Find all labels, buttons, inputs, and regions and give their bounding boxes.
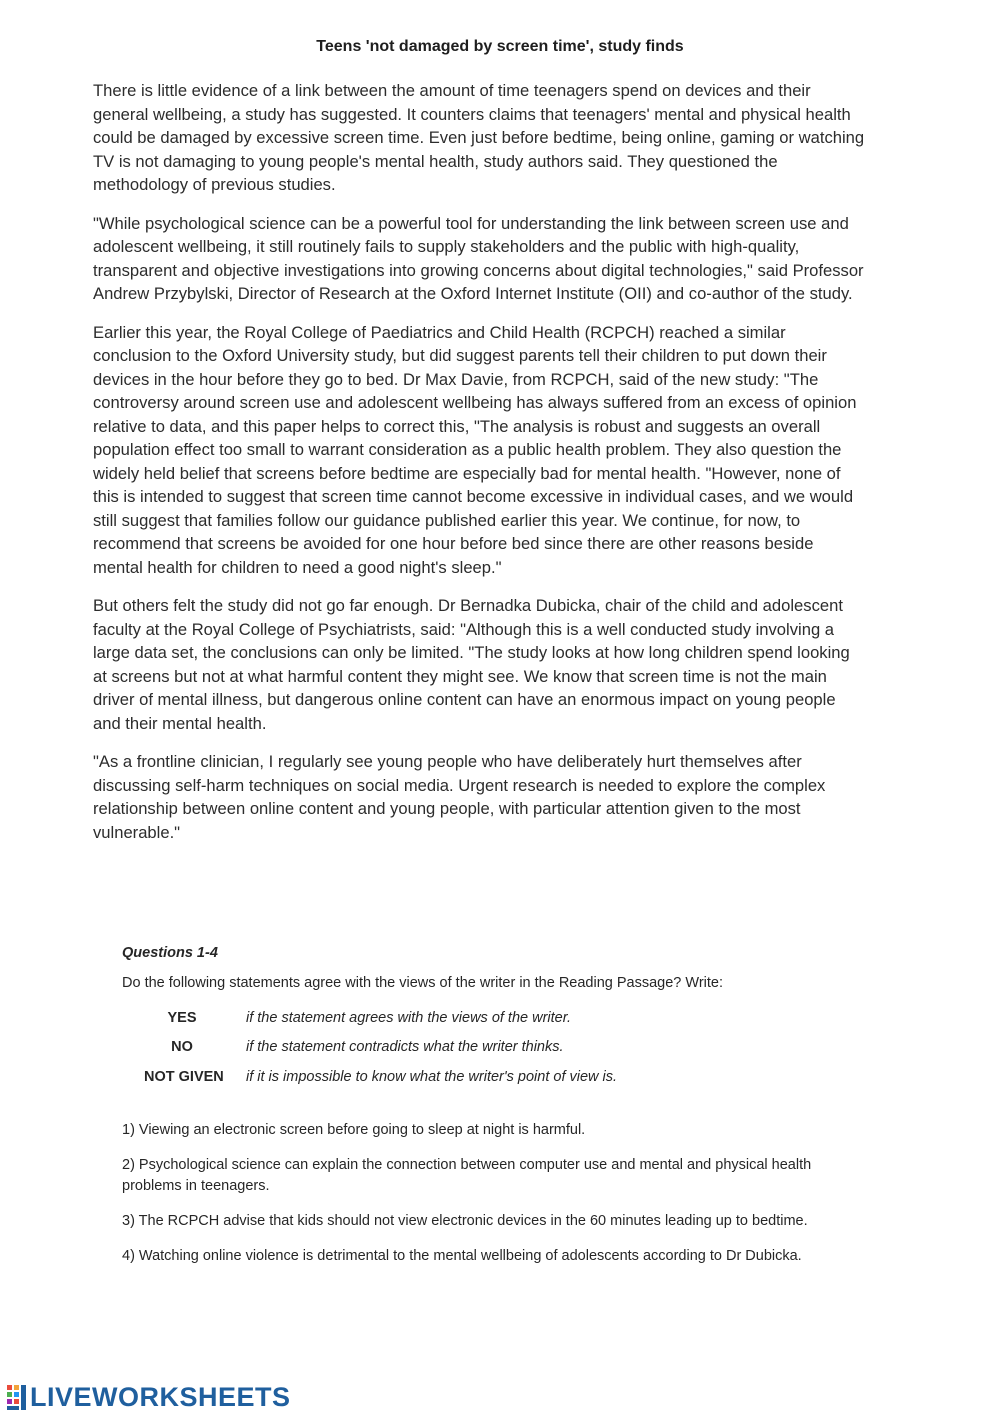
answer-key-row <box>122 1033 617 1063</box>
reading-passage <box>93 79 865 859</box>
questions-section <box>122 945 842 1281</box>
passage-paragraph-2: "While psychological science can be a powerful tool for understanding the link between screen use and adolescent wellbeing, it still routinely fails to supply stakeholders and the public with high-quality, transparent and objective investigations into growing concerns about digital technologies," said Professor Andrew Przybylski, Director of Research at the Oxford Internet Institute (OII) and co-author of the study. <box>93 213 864 303</box>
answer-key-row <box>122 1003 617 1033</box>
answer-key-table <box>122 1003 617 1092</box>
article-title: Teens 'not damaged by screen time', study finds <box>316 38 684 55</box>
answer-description-not-given: if it is impossible to know what the writer's point of view is. <box>246 1068 618 1085</box>
answer-code-no: NO <box>171 1039 193 1056</box>
questions-instruction: Do the following statements agree with the views of the writer in the Reading Passage? Write: <box>122 975 723 991</box>
statement-4: 4) Watching online violence is detrimental to the mental wellbeing of adolescents according to Dr Dubicka. <box>122 1247 802 1264</box>
answer-code-yes: YES <box>167 1009 197 1026</box>
statement-2: 2) Psychological science can explain the connection between computer use and mental and physical health problems in teenagers. <box>122 1156 812 1194</box>
answer-key-row <box>122 1062 617 1092</box>
answer-description-yes: if the statement agrees with the views of the writer. <box>246 1009 572 1026</box>
liveworksheets-logo-text: LIVEWORKSHEETS <box>30 1381 291 1412</box>
passage-paragraph-4: But others felt the study did not go far enough. Dr Bernadka Dubicka, chair of the child and adolescent faculty at the Royal College of Psychiatrists, said: "Although this is a well conducted study involving a large data set, the conclusions can only be limited. "The study looks at how long children spend looking at screens but not at what harmful content they might see. We know that screen time is not the main driver of mental illness, but dangerous online content can have an enormous impact on young people and their mental health. <box>93 596 850 733</box>
passage-paragraph-3: Earlier this year, the Royal College of Paediatrics and Child Health (RCPCH) reached a similar conclusion to the Oxford University study, but did suggest parents tell their children to put down their devices in the hour before they go to bed. Dr Max Davie, from RCPCH, said of the new study: "The controversy around screen use and adolescent wellbeing has always suffered from an excess of opinion relative to data, and this paper helps to correct this, "The analysis is robust and suggests an overall population effect too small to warrant consideration as a public health problem. They also question the widely held belief that screens before bedtime are especially bad for mental health. "However, none of this is intended to suggest that screen time cannot become excessive in individual cases, and we would still suggest that families follow our guidance published earlier this year. We continue, for now, to recommend that screens be avoided for one hour before bed since there are other reasons beside mental health for children to need a good night's sleep." <box>93 322 857 577</box>
answer-code-not-given: NOT GIVEN <box>144 1068 224 1085</box>
liveworksheets-logo-icon <box>6 1383 28 1411</box>
statement-3: 3) The RCPCH advise that kids should not view electronic devices in the 60 minutes leading up to bedtime. <box>122 1212 808 1229</box>
liveworksheets-brand[interactable] <box>6 1380 291 1413</box>
passage-paragraph-1: There is little evidence of a link between the amount of time teenagers spend on devices and their general wellbeing, a study has suggested. It counters claims that teenagers' mental and physical health could be damaged by excessive screen time. Even just before bedtime, being online, gaming or watching TV is not damaging to young people's mental health, study authors said. They questioned the methodology of previous studies. <box>93 81 865 194</box>
questions-heading: Questions 1-4 <box>122 945 218 961</box>
statement-list <box>122 1120 842 1267</box>
statement-1: 1) Viewing an electronic screen before going to sleep at night is harmful. <box>122 1121 586 1138</box>
answer-description-no: if the statement contradicts what the writer thinks. <box>246 1039 564 1056</box>
passage-paragraph-5: "As a frontline clinician, I regularly see young people who have deliberately hurt themselves after discussing self-harm techniques on social media. Urgent research is needed to explore the complex relationship between online content and young people, with particular attention given to the most vulnerable." <box>93 752 826 842</box>
